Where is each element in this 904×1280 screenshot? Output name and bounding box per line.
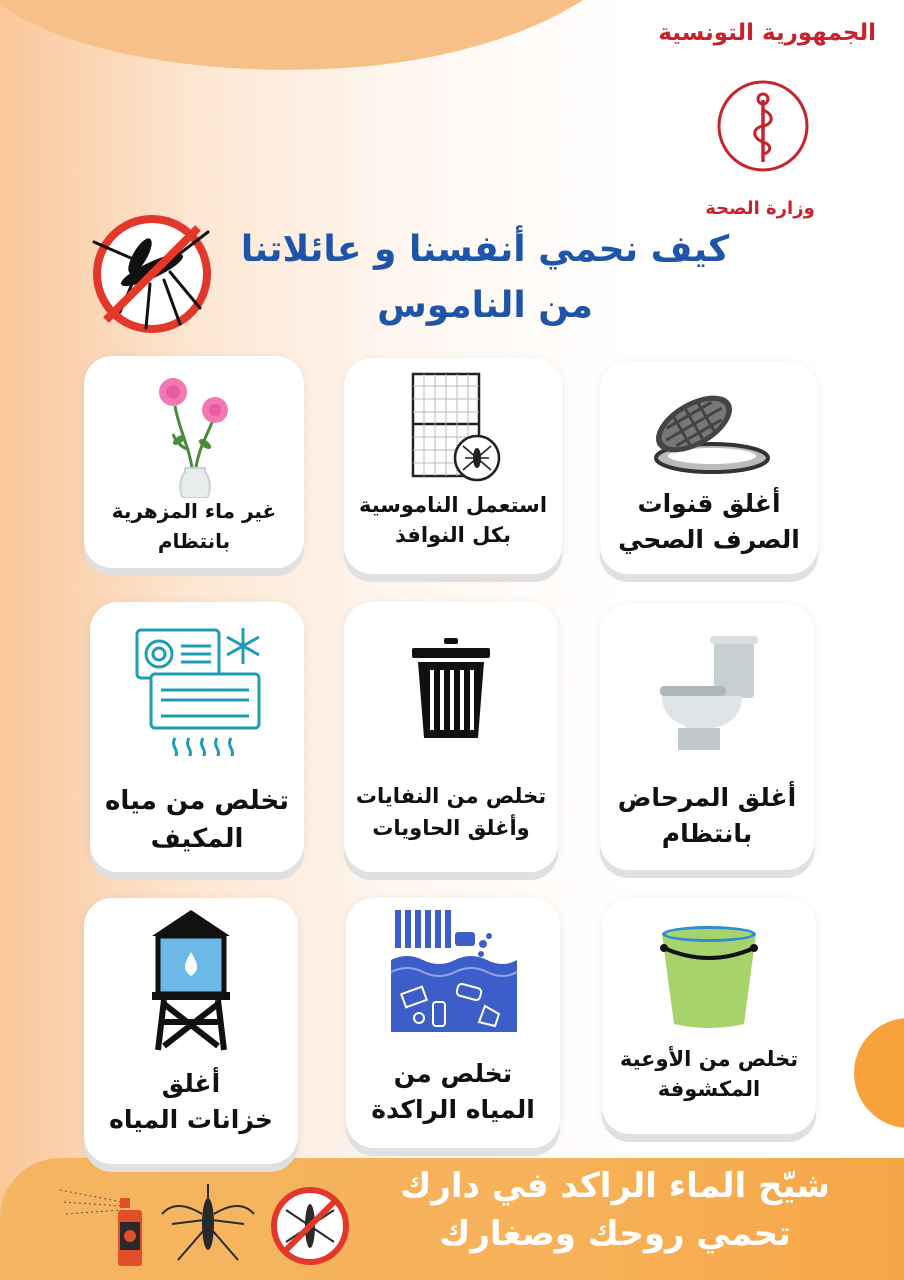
no-mosquito-small-icon (274, 1190, 346, 1262)
card-label-line-1: أغلق المرحاض (617, 783, 797, 812)
card-label-line-1: تخلص من الأوعية (619, 1047, 799, 1071)
card-manhole (600, 362, 818, 574)
card-label-line-2: المكيف (150, 824, 244, 854)
health-ministry-emblem-icon (714, 80, 812, 172)
card-label-line-2: بانتظام (157, 529, 231, 553)
card-label-line-1: استعمل الناموسية (358, 493, 548, 517)
stagnant-water-icon (385, 906, 521, 1038)
card-label-line-2: بكل النوافذ (394, 523, 512, 547)
card-label-line-1: تخلص من النفايات (355, 784, 547, 808)
card-air-conditioner (90, 602, 304, 872)
card-label-line-2: المكشوفة (657, 1077, 761, 1101)
card-label-line-1: تخلص من (393, 1059, 513, 1088)
bottom-icons-group (60, 1180, 360, 1272)
mosquito-icon (162, 1184, 254, 1260)
main-title (230, 222, 740, 334)
right-decor-circle (854, 1018, 904, 1128)
card-label-line-2: المياه الراكدة (371, 1095, 535, 1124)
slogan-line-2: تحمي روحك وصغارك (439, 1214, 791, 1254)
card-stagnant-water (346, 898, 560, 1148)
bucket-icon (654, 920, 764, 1032)
card-bucket (602, 898, 816, 1134)
card-vase (84, 356, 304, 568)
card-water-tower (84, 898, 298, 1164)
card-label-line-1: تخلص من مياه (104, 786, 289, 816)
card-label-line-2: بانتظام (661, 819, 753, 848)
card-label-line-1: غير ماء المزهرية (111, 499, 277, 523)
top-decor-shape (0, 0, 654, 88)
ministry-name: وزارة الصحة (705, 198, 815, 219)
no-mosquito-icon (90, 212, 214, 336)
card-label-line-2: وأغلق الحاويات (372, 816, 530, 840)
slogan-line-1: شيّح الماء الراكد في دارك (400, 1166, 830, 1206)
window-net-icon (403, 372, 503, 484)
title-line-2: من الناموس (377, 285, 593, 326)
title-line-1: كيف نحمي أنفسنا و عائلاتنا (240, 229, 730, 270)
card-window-net (344, 358, 562, 574)
card-toilet (600, 604, 814, 870)
slogan (370, 1162, 860, 1258)
card-trash (344, 602, 558, 872)
manhole-icon (644, 380, 774, 476)
trash-bin-icon (406, 636, 496, 740)
water-tower-icon (146, 904, 236, 1054)
card-label-line-2: خزانات المياه (109, 1105, 273, 1134)
republic-name: الجمهورية التونسية (658, 20, 876, 46)
toilet-icon (652, 632, 762, 752)
spray-icon (60, 1190, 142, 1266)
card-label-line-2: الصرف الصحي (618, 525, 800, 554)
air-conditioner-icon (131, 624, 263, 756)
card-label-line-1: أغلق (161, 1069, 221, 1098)
flower-vase-icon (149, 370, 239, 498)
card-label-line-1: أغلق قنوات (637, 489, 781, 518)
